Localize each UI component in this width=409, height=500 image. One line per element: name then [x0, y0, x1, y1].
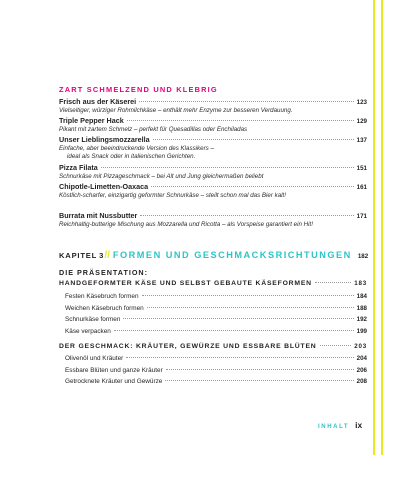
- decorative-yellow-rule-left: [373, 0, 375, 455]
- chapter-title: FORMEN UND GESCHMACKSRICHTUNGEN: [112, 250, 352, 260]
- dot-leader: [139, 101, 354, 102]
- toc-item-page: 206: [356, 366, 367, 374]
- toc-entry-title-row: [59, 135, 367, 145]
- taste-group-title: DER GESCHMACK: KRÄUTER, GEWÜRZE UND ESSBARE BLÜTEN: [59, 343, 317, 350]
- toc-entry-title: Pizza Filata: [59, 163, 98, 172]
- toc-item-title: Festen Käsebruch formen: [65, 293, 139, 300]
- chapter-number: 3: [99, 251, 104, 260]
- toc-entry[interactable]: [59, 135, 367, 162]
- toc-entry-title: Unser Lieblingsmozzarella: [59, 135, 150, 144]
- toc-item-page: 192: [356, 316, 367, 323]
- toc-entry-title-row: [59, 211, 367, 221]
- toc-item[interactable]: [65, 327, 367, 336]
- taste-group-page: 203: [354, 343, 367, 350]
- dot-leader: [126, 357, 353, 358]
- toc-item-title: Käse verpacken: [65, 327, 111, 335]
- toc-entry[interactable]: [59, 182, 367, 200]
- toc-item-title: Essbare Blüten und ganze Kräuter: [65, 366, 163, 374]
- toc-item[interactable]: [65, 304, 367, 313]
- presentation-group-page: 183: [354, 280, 367, 287]
- chapter-page-number: 182: [357, 253, 369, 260]
- footer-label: INHALT: [318, 424, 350, 430]
- toc-entry[interactable]: [59, 211, 367, 229]
- toc-entry-description: Köstlich-scharfer, einzigartig geformter Schnurkäse – steilt schon mal das Bier kalt!: [59, 192, 286, 199]
- chapter-label: KAPITEL: [59, 251, 98, 260]
- toc-entry-title: Burrata mit Nussbutter: [59, 211, 138, 220]
- toc-entry-page: 129: [356, 118, 367, 125]
- toc-entry-description: Schnurkäse mit Pizzageschmack – bei Alt und Jung gleichermaßen beliebt: [59, 173, 264, 180]
- toc-item-page: 184: [356, 293, 367, 300]
- toc-item-page: 204: [356, 355, 367, 362]
- presentation-group-row[interactable]: [59, 280, 367, 287]
- dot-leader: [151, 186, 354, 187]
- dot-leader: [166, 369, 354, 370]
- toc-entry-page: 161: [356, 184, 367, 191]
- toc-item[interactable]: [65, 366, 367, 375]
- dot-leader: [101, 167, 354, 168]
- dot-leader: [123, 318, 353, 319]
- toc-entry-title-row: [59, 97, 367, 107]
- toc-entry-title: Triple Pepper Hack: [59, 116, 124, 125]
- toc-item-title: Olivenöl und Kräuter: [65, 355, 124, 362]
- toc-entry-page: 137: [356, 137, 367, 144]
- toc-entry-page: 123: [356, 99, 367, 106]
- presentation-group-title: HANDGEFORMTER KÄSE UND SELBST GEBAUTE KÄSEFORMEN: [59, 280, 312, 287]
- section-heading: ZART SCHMELZEND UND KLEBRIG: [59, 85, 218, 94]
- toc-entry[interactable]: [59, 163, 367, 181]
- toc-item-title: Getrocknete Kräuter und Gewürze: [65, 378, 163, 385]
- dot-leader: [140, 215, 353, 216]
- toc-entry-description: ideal als Snack oder in italienischen Gerichten.: [67, 153, 196, 161]
- dot-leader: [127, 120, 354, 121]
- toc-item-page: 199: [356, 327, 367, 335]
- toc-entry-description: Einfache, aber beeindruckende Version des Klassikers –: [59, 145, 214, 152]
- toc-item[interactable]: [65, 377, 367, 386]
- dot-leader: [114, 330, 354, 331]
- toc-entry-title: Frisch aus der Käserei: [59, 97, 137, 106]
- toc-item-page: 208: [356, 378, 367, 385]
- toc-entry[interactable]: [59, 116, 367, 134]
- chapter-heading[interactable]: [59, 250, 367, 261]
- toc-item[interactable]: [65, 292, 367, 301]
- dot-leader: [142, 295, 354, 296]
- toc-entry-page: 151: [356, 165, 367, 172]
- toc-item-title: Weichen Käsebruch formen: [65, 304, 144, 312]
- toc-entry-description: Vielseitiger, würziger Rohmilchkäse – enthält mehr Enzyme zur besseren Verdauung.: [59, 107, 293, 114]
- toc-entry[interactable]: [59, 97, 367, 115]
- toc-entry-title-row: [59, 163, 367, 173]
- dot-leader: [147, 307, 354, 308]
- dot-leader: [320, 345, 352, 346]
- toc-entry-description: Reichhaltig-butterige Mischung aus Mozzarella und Ricotta – als Vorspeise garantiert ein Hit!: [59, 221, 313, 228]
- decorative-yellow-rule-right: [381, 0, 383, 455]
- presentation-heading: DIE PRÄSENTATION:: [59, 268, 149, 277]
- dot-leader: [315, 282, 351, 283]
- dot-leader: [165, 380, 353, 381]
- toc-entry-description: Pikant mit zartem Schmelz – perfekt für Quesadillas oder Enchiladas: [59, 126, 248, 133]
- toc-entry-title-row: [59, 182, 367, 192]
- toc-item[interactable]: [65, 354, 367, 363]
- toc-item-title: Schnurkäse formen: [65, 316, 121, 323]
- page-footer: [318, 420, 362, 430]
- toc-entry-page: 171: [356, 213, 367, 220]
- toc-item-page: 188: [356, 304, 367, 312]
- dot-leader: [153, 139, 354, 140]
- toc-item[interactable]: [65, 315, 367, 324]
- taste-group-row[interactable]: [59, 343, 367, 350]
- chapter-separator: //: [104, 250, 110, 261]
- footer-page-number: ix: [355, 420, 363, 430]
- toc-entry-title: Chipotle-Limetten-Oaxaca: [59, 182, 149, 191]
- toc-entry-title-row: [59, 116, 367, 126]
